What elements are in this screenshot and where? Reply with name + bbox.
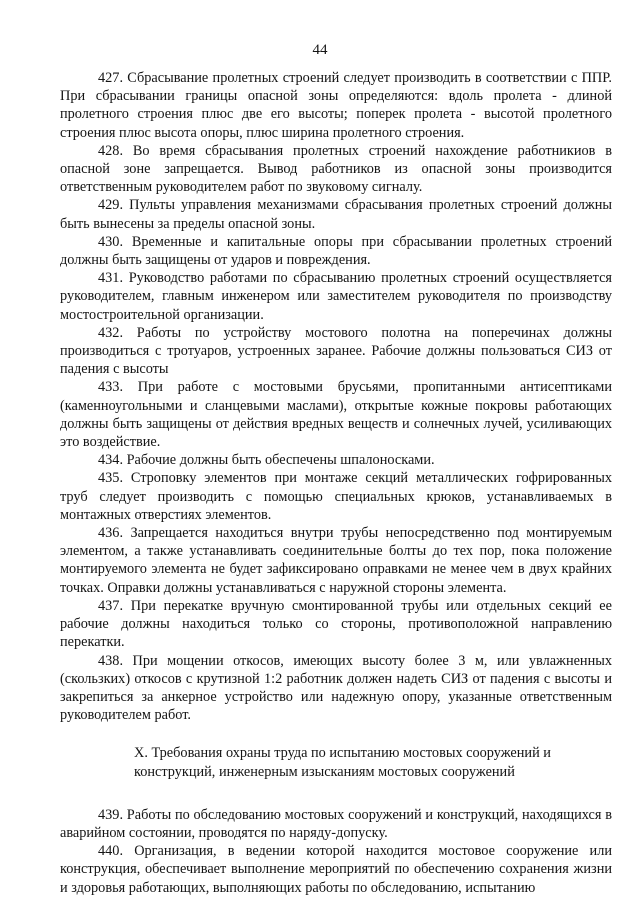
paragraph-433: 433. При работе с мостовыми брусьями, пропитанными антисептиками (каменноугольными и сланцевыми маслами), открытые кожные покровы работающих должны быть защищены от действия вредных веществ и солнечных лучей, усиливающих это воздействие.: [60, 379, 612, 451]
page-number: 44: [312, 42, 328, 58]
paragraph-439: 439. Работы по обследованию мостовых сооружений и конструкций, находящихся в аварийном состоянии, проводятся по наряду-допуску.: [60, 806, 612, 841]
paragraph-434: 434. Рабочие должны быть обеспечены шпалоносками.: [98, 452, 435, 469]
paragraph-438: 438. При мощении откосов, имеющих высоту более 3 м, или увлажненных (скользких) откосов с крутизной 1:2 работник должен надеть СИЗ от падения с высоты и закрепиться за анкерное устройство или надежную опору, указанные ответственным руководителем работ.: [60, 652, 612, 724]
paragraph-428: 428. Во время сбрасывания пролетных строений нахождение работникиов в опасной зоне запрещается. Вывод работников из опасной зоны производится ответственным руководителем работ по звуковому сигналу.: [60, 142, 612, 196]
paragraph-432: 432. Работы по устройству мостового полотна на поперечинах должны производиться с тротуаров, устроенных заранее. Рабочие должны пользоваться СИЗ от падения с высоты: [60, 324, 612, 378]
section-heading: [60, 744, 612, 780]
paragraph-429: 429. Пульты управления механизмами сбрасывания пролетных строений должны быть вынесены за пределы опасной зоны.: [60, 197, 612, 232]
paragraph-435: 435. Строповку элементов при монтаже секций металлических гофрированных труб следует производить с помощью специальных крюков, устанавливаемых в монтажных отверстиях элементов.: [60, 470, 612, 523]
section-heading-line-1: X. Требования охраны труда по испытанию мостовых сооружений и: [134, 745, 551, 762]
paragraph-436: 436. Запрещается находиться внутри трубы непосредственно под монтируемым элементом, а также устанавливать соединительные болты до тех пор, пока положение монтируемого элемента не будет зафиксировано оправками не менее чем в двух крайних точках. Оправки должны устанавливаться с наружной стороны элемента.: [60, 525, 612, 596]
paragraph-430: 430. Временные и капитальные опоры при сбрасывании пролетных строений должны быть защищены от ударов и повреждения.: [60, 233, 612, 269]
paragraph-437: 437. При перекатке вручную смонтированной трубы или отдельных секций ее рабочие должны находиться только со стороны, противоположной направлению перекатки.: [60, 597, 612, 651]
paragraph-427: 427. Сбрасывание пролетных строений следует производить в соответствии с ППР. При сбрасывании границы опасной зоны определяются: вдоль пролета - длиной пролетного строения плюс две его высоты; поперек пролета - высотой пролетного строения плюс высота опоры, плюс ширина пролетного строения.: [60, 70, 612, 141]
section-heading-line-2: конструкций, инженерным изысканиям мостовых сооружений: [134, 763, 515, 780]
paragraph-440: 440. Организация, в ведении которой находится мостовое сооружение или конструкция, обеспечивает выполнение мероприятий по обеспечению сохранения жизни и здоровья работающих, выполняющих работы по обследованию, испытанию: [60, 843, 612, 896]
paragraph-431: 431. Руководство работами по сбрасыванию пролетных строений осуществляется руководителем, главным инженером или заместителем руководителя по производству мостостроительной организации.: [60, 270, 612, 323]
document-body: [60, 69, 612, 897]
